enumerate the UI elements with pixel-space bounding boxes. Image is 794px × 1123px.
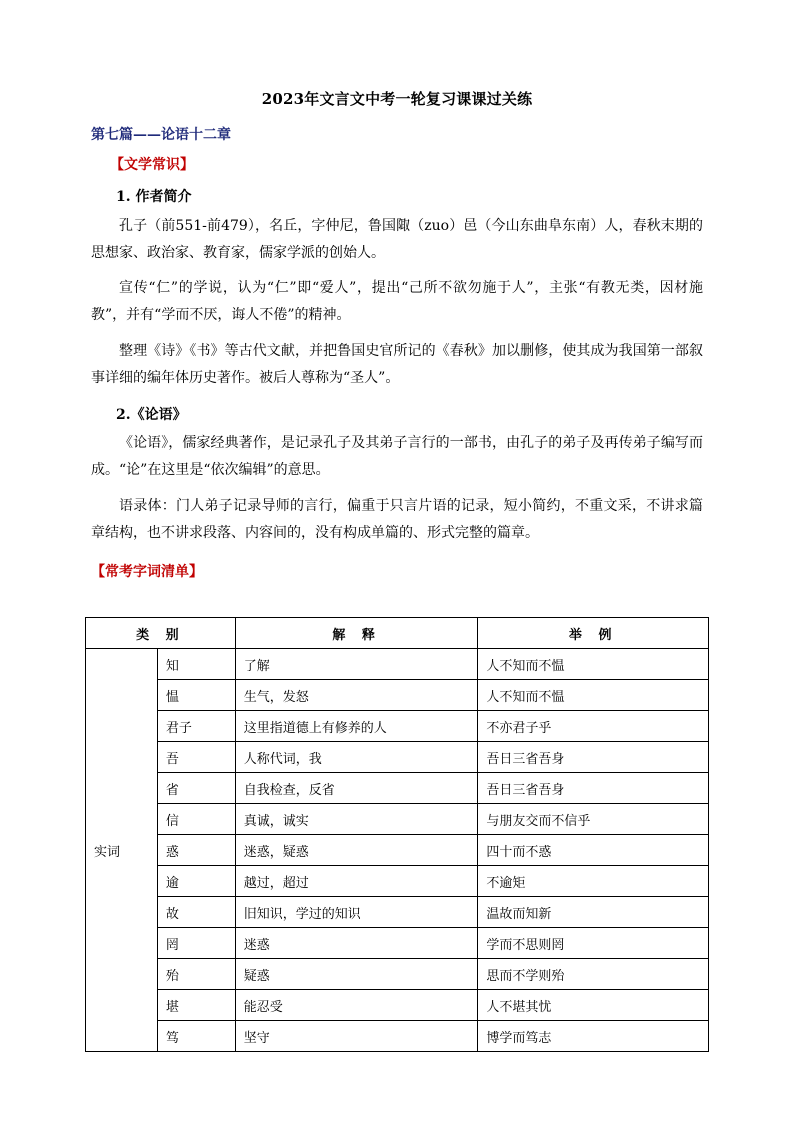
example-cell: 人不堪其忧 xyxy=(478,990,709,1021)
meaning-cell: 这里指道德上有修养的人 xyxy=(235,711,478,742)
example-cell: 吾日三省吾身 xyxy=(478,773,709,804)
document-title: 2023年文言文中考一轮复习课课过关练 xyxy=(261,90,533,108)
author-heading: 1. 作者简介 xyxy=(116,189,192,205)
meaning-cell: 迷惑 xyxy=(235,928,478,959)
word-cell: 省 xyxy=(157,773,235,804)
word-cell: 殆 xyxy=(157,959,235,990)
example-cell: 不亦君子乎 xyxy=(478,711,709,742)
word-cell: 故 xyxy=(157,897,235,928)
table-row xyxy=(86,680,709,711)
word-cell: 君子 xyxy=(157,711,235,742)
table-row xyxy=(86,928,709,959)
meaning-cell: 坚守 xyxy=(235,1021,478,1052)
meaning-cell: 旧知识，学过的知识 xyxy=(235,897,478,928)
table-row xyxy=(86,835,709,866)
word-cell: 笃 xyxy=(157,1021,235,1052)
example-cell: 不逾矩 xyxy=(478,866,709,897)
header-category: 类 别 xyxy=(86,618,236,649)
table-row xyxy=(86,773,709,804)
example-cell: 与朋友交而不信乎 xyxy=(478,804,709,835)
example-cell: 温故而知新 xyxy=(478,897,709,928)
table-row xyxy=(86,649,709,680)
table-row xyxy=(86,897,709,928)
table-header-row xyxy=(86,618,709,649)
book-paragraph: 《论语》，儒家经典著作，是记录孔子及其弟子言行的一部书，由孔子的弟子及再传弟子编写而成。“论”在这里是“依次编辑”的意思。 xyxy=(91,435,703,478)
word-cell: 罔 xyxy=(157,928,235,959)
word-cell: 吾 xyxy=(157,742,235,773)
word-cell: 知 xyxy=(157,649,235,680)
meaning-cell: 疑惑 xyxy=(235,959,478,990)
table-row xyxy=(86,742,709,773)
example-cell: 吾日三省吾身 xyxy=(478,742,709,773)
book-heading: 2.《论语》 xyxy=(116,407,187,423)
meaning-cell: 越过，超过 xyxy=(235,866,478,897)
literary-knowledge-tag: 【文学常识】 xyxy=(110,157,194,173)
header-example: 举 例 xyxy=(478,618,709,649)
table-row xyxy=(86,1021,709,1052)
example-cell: 学而不思则罔 xyxy=(478,928,709,959)
author-paragraph: 宣传“仁”的学说，认为“仁”即“爱人”，提出“己所不欲勿施于人”，主张“有教无类，因材施教”，并有“学而不厌，诲人不倦”的精神。 xyxy=(91,280,703,323)
example-cell: 四十而不惑 xyxy=(478,835,709,866)
word-cell: 堪 xyxy=(157,990,235,1021)
author-paragraph: 孔子（前551-前479），名丘，字仲尼，鲁国陬（zuo）邑（今山东曲阜东南）人，春秋末期的思想家、政治家、教育家，儒家学派的创始人。 xyxy=(91,218,703,261)
table-row xyxy=(86,804,709,835)
example-cell: 人不知而不愠 xyxy=(478,649,709,680)
table-row xyxy=(86,866,709,897)
word-cell: 惑 xyxy=(157,835,235,866)
example-cell: 博学而笃志 xyxy=(478,1021,709,1052)
example-cell: 人不知而不愠 xyxy=(478,680,709,711)
word-cell: 愠 xyxy=(157,680,235,711)
section-title: 第七篇——论语十二章 xyxy=(91,127,231,143)
meaning-cell: 能忍受 xyxy=(235,990,478,1021)
table-row xyxy=(86,990,709,1021)
word-cell: 逾 xyxy=(157,866,235,897)
meaning-cell: 生气，发怒 xyxy=(235,680,478,711)
header-explanation: 解 释 xyxy=(235,618,478,649)
meaning-cell: 人称代词，我 xyxy=(235,742,478,773)
book-paragraph: 语录体：门人弟子记录导师的言行，偏重于只言片语的记录，短小简约，不重文采，不讲求篇章结构，也不讲求段落、内容间的，没有构成单篇的、形式完整的篇章。 xyxy=(91,498,703,541)
word-cell: 信 xyxy=(157,804,235,835)
author-paragraph: 整理《诗》《书》等古代文献，并把鲁国史官所记的《春秋》加以删修，使其成为我国第一部叙事详细的编年体历史著作。被后人尊称为“圣人”。 xyxy=(91,343,703,386)
vocab-table xyxy=(85,617,709,1052)
meaning-cell: 真诚，诚实 xyxy=(235,804,478,835)
table-row xyxy=(86,711,709,742)
meaning-cell: 自我检查，反省 xyxy=(235,773,478,804)
vocab-table-body xyxy=(86,649,709,1052)
category-cell: 实词 xyxy=(86,649,158,1052)
example-cell: 思而不学则殆 xyxy=(478,959,709,990)
vocab-list-tag: 【常考字词清单】 xyxy=(91,564,203,580)
table-row xyxy=(86,959,709,990)
meaning-cell: 迷惑，疑惑 xyxy=(235,835,478,866)
meaning-cell: 了解 xyxy=(235,649,478,680)
